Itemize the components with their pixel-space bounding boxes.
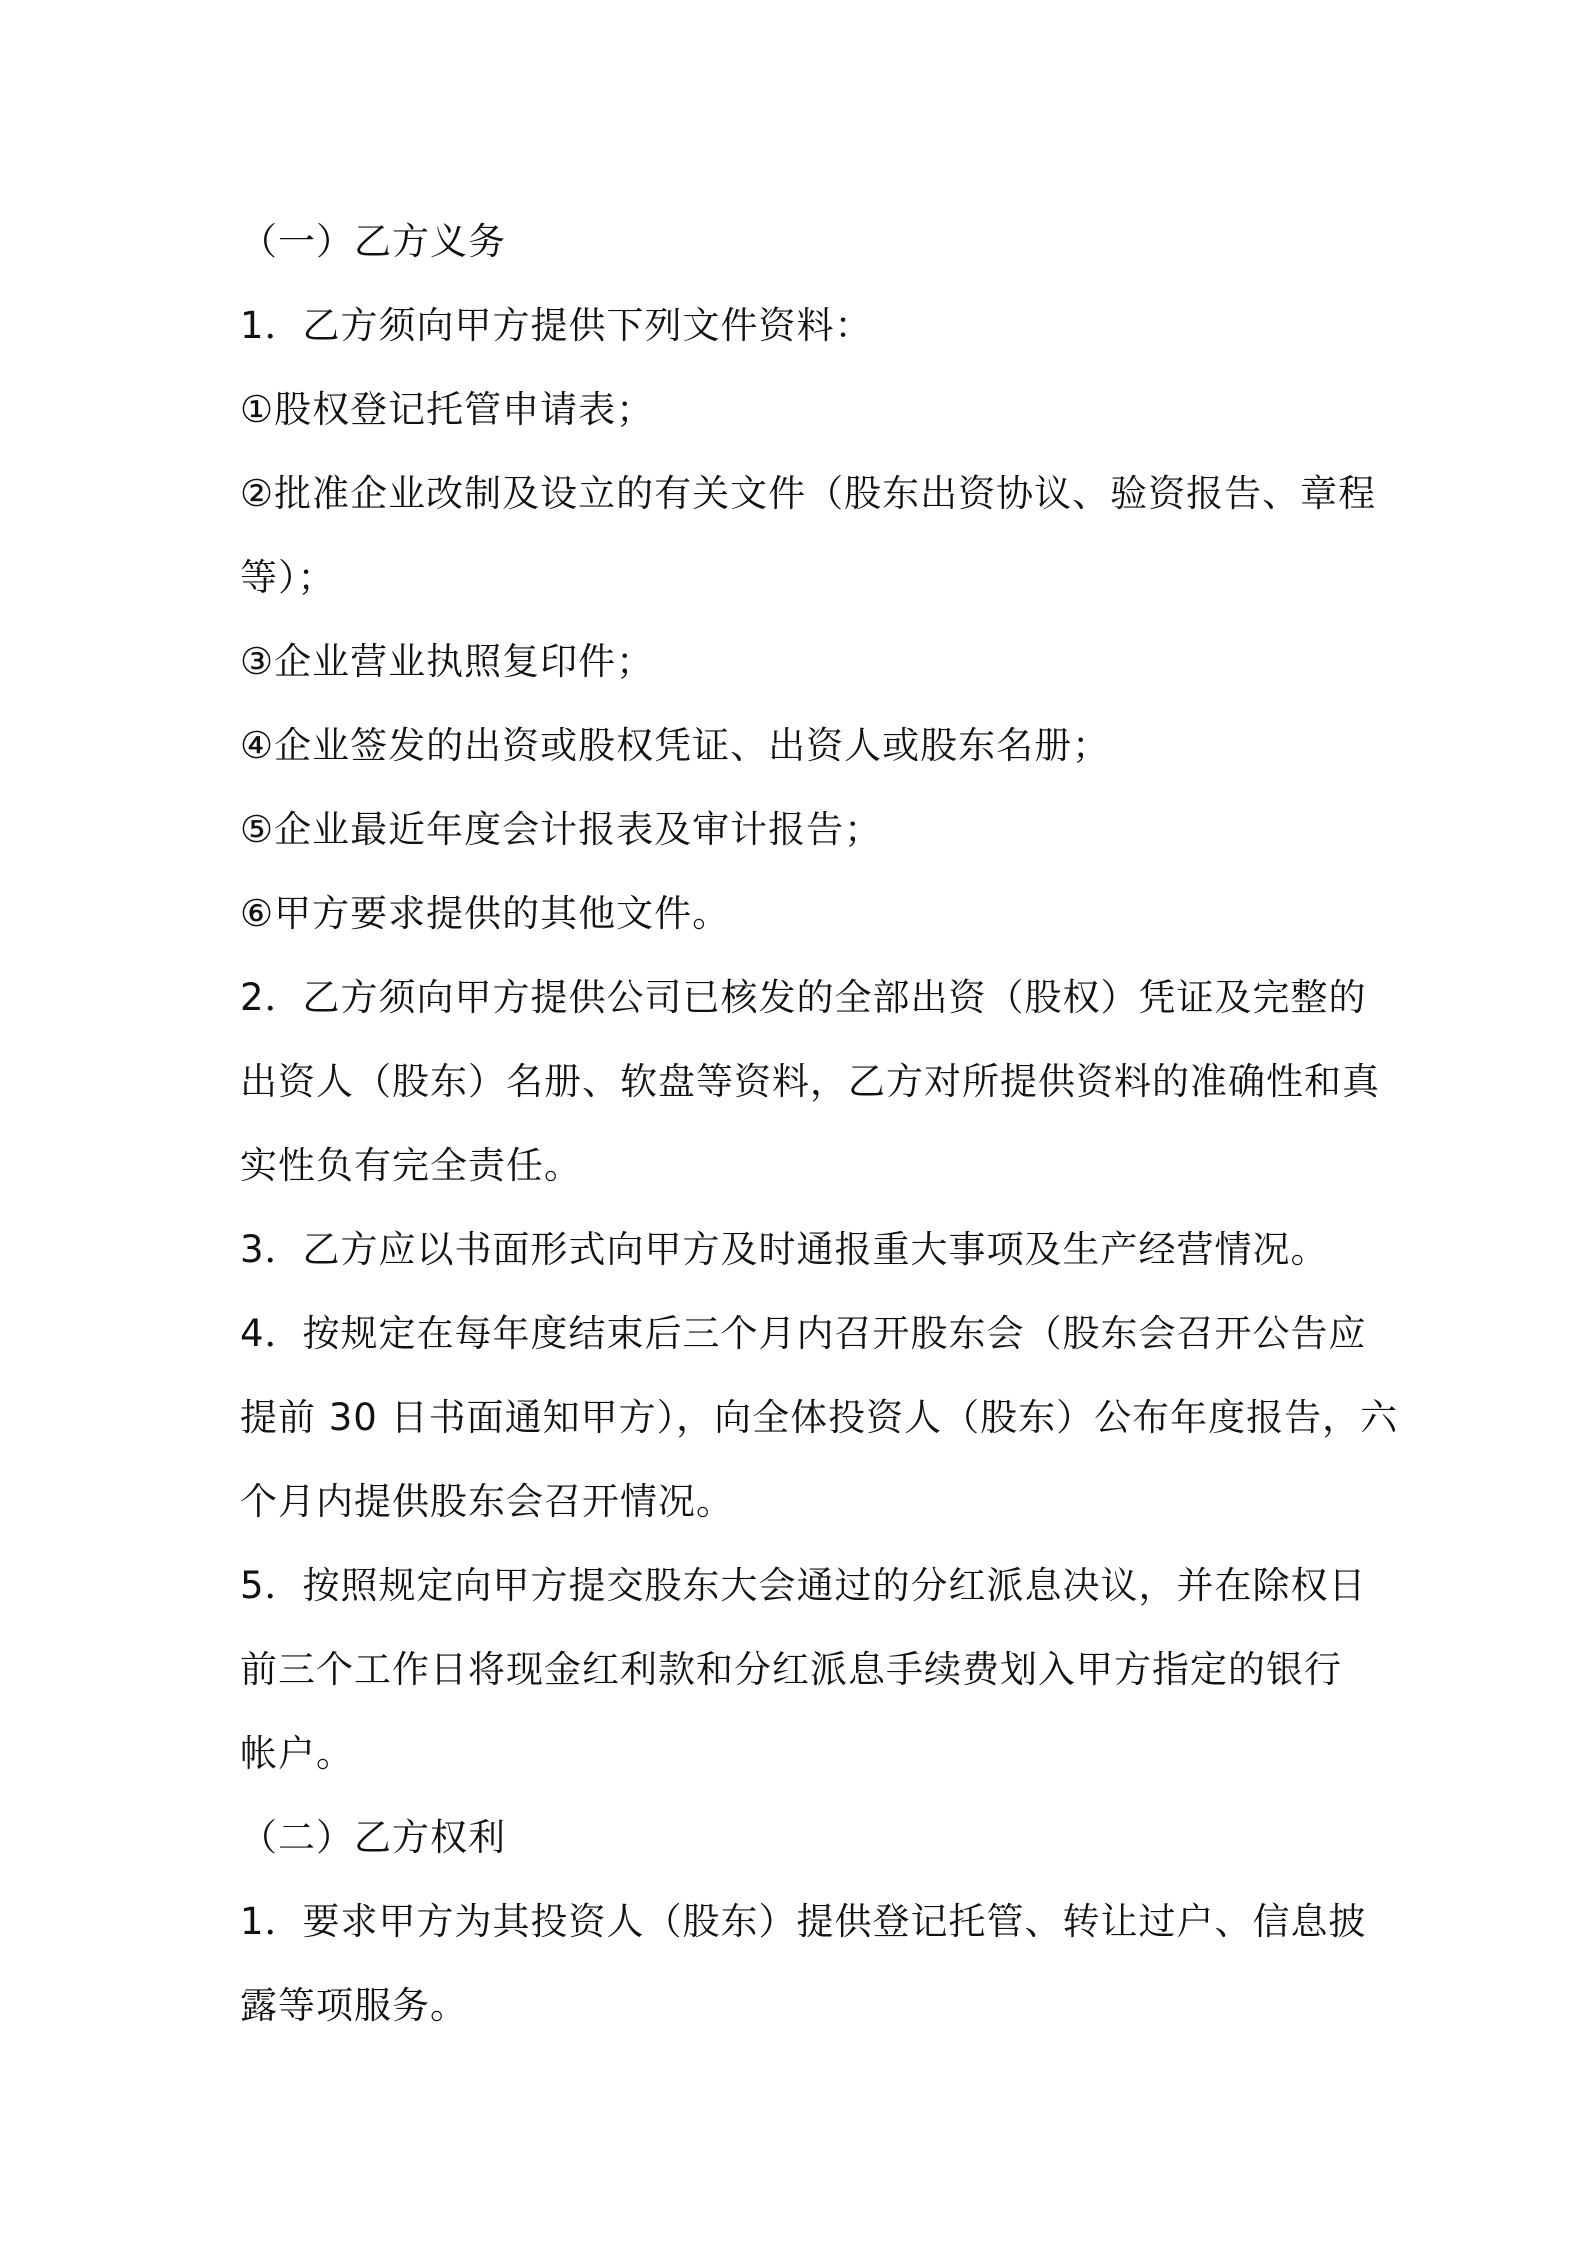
obligation-4-end: 个月内提供股东会召开情况。 bbox=[240, 1480, 734, 1523]
obligation-2: 2．乙方须向甲方提供公司已核发的全部出资（股权）凭证及完整的 bbox=[240, 976, 1367, 1019]
document-item-5: ⑤企业最近年度会计报表及审计报告； bbox=[240, 808, 883, 851]
obligation-4-continued: 提前 30 日书面通知甲方），向全体投资人（股东）公布年度报告，六 bbox=[240, 1396, 1399, 1439]
section-heading-rights: （二）乙方权利 bbox=[240, 1816, 506, 1859]
obligation-2-continued: 出资人（股东）名册、软盘等资料，乙方对所提供资料的准确性和真 bbox=[240, 1060, 1380, 1103]
document-item-2-continued: 等）； bbox=[240, 556, 336, 599]
obligation-4: 4．按规定在每年度结束后三个月内召开股东会（股东会召开公告应 bbox=[240, 1312, 1367, 1355]
document-item-1: ①股权登记托管申请表； bbox=[240, 388, 655, 431]
document-item-6: ⑥甲方要求提供的其他文件。 bbox=[240, 892, 731, 935]
right-1: 1．要求甲方为其投资人（股东）提供登记托管、转让过户、信息披 bbox=[240, 1900, 1367, 1943]
obligation-5-end: 帐户。 bbox=[240, 1732, 354, 1775]
document-body bbox=[240, 200, 1399, 2048]
right-1-continued: 露等项服务。 bbox=[240, 1984, 468, 2027]
obligation-1: 1．乙方须向甲方提供下列文件资料： bbox=[240, 304, 873, 347]
obligation-2-end: 实性负有完全责任。 bbox=[240, 1144, 582, 1187]
document-item-4: ④企业签发的出资或股权凭证、出资人或股东名册； bbox=[240, 724, 1111, 767]
obligation-3: 3．乙方应以书面形式向甲方及时通报重大事项及生产经营情况。 bbox=[240, 1228, 1329, 1271]
obligation-5: 5．按照规定向甲方提交股东大会通过的分红派息决议，并在除权日 bbox=[240, 1564, 1367, 1607]
section-heading-obligations: （一）乙方义务 bbox=[240, 220, 506, 263]
document-item-2: ②批准企业改制及设立的有关文件（股东出资协议、验资报告、章程 bbox=[240, 472, 1377, 515]
obligation-5-continued: 前三个工作日将现金红利款和分红派息手续费划入甲方指定的银行 bbox=[240, 1648, 1342, 1691]
document-item-3: ③企业营业执照复印件； bbox=[240, 640, 655, 683]
